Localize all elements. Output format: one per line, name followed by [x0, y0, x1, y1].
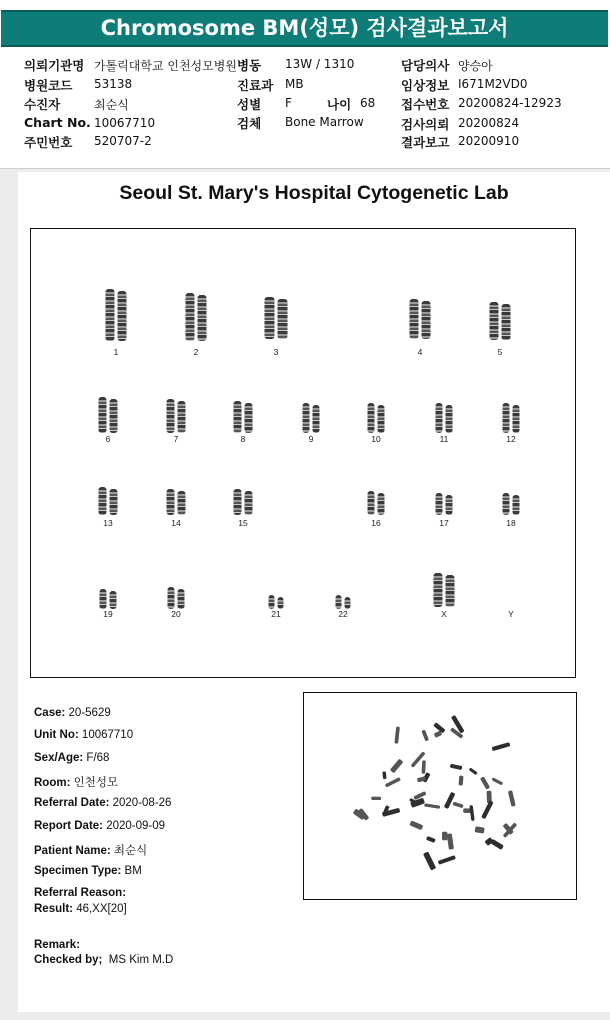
referral-reason-row: [34, 887, 126, 899]
chromatid: [502, 304, 511, 340]
checked-value: MS Kim M.D: [108, 954, 174, 966]
value-doctor: 양승아: [458, 59, 493, 73]
chromatid: [186, 293, 195, 341]
chromatid: [178, 491, 186, 515]
chromatid: [234, 489, 242, 515]
metaphase-chromosome: [422, 760, 426, 773]
label-receipt-no: 접수번호: [401, 97, 450, 112]
room-value: 인천성모: [73, 777, 119, 789]
unit-value: 10067710: [81, 729, 134, 741]
chromatid: [110, 399, 118, 433]
label-age: 나이: [327, 97, 352, 112]
chromatid: [345, 597, 351, 609]
metaphase-chromosome: [481, 800, 494, 819]
label-report-date: 결과보고: [401, 135, 450, 150]
metaphase-spread: [304, 693, 575, 898]
metaphase-spread-image: [303, 692, 577, 900]
metaphase-chromosome: [394, 726, 399, 743]
label-ward: 병동: [237, 58, 262, 73]
metaphase-chromosome: [409, 820, 423, 830]
sex-age-label: Sex/Age:: [34, 752, 84, 764]
metaphase-chromosome: [450, 764, 463, 770]
chromosome-pair-16: [368, 491, 385, 515]
chromosome-label: 21: [271, 609, 281, 619]
chromosome-pair-11: [436, 403, 453, 433]
metaphase-chromosome: [426, 836, 436, 843]
chromosome-label: 8: [240, 434, 246, 444]
label-request-date: 검사의뢰: [401, 117, 450, 132]
chromatid: [313, 405, 320, 433]
chromosome-pair-X: [434, 573, 455, 607]
label-department: 진료과: [237, 78, 274, 93]
value-institution: 가톨릭대학교 인천성모병원: [94, 59, 237, 73]
report-header: [0, 0, 610, 169]
chromosome-label: Y: [508, 609, 514, 619]
specimen-type-label: Specimen Type:: [34, 865, 122, 877]
chromatid: [118, 291, 127, 341]
metaphase-chromosome: [424, 803, 440, 809]
chromatid: [336, 595, 342, 609]
unit-row: [34, 729, 133, 741]
chromosome-pair-9: [303, 403, 320, 433]
chromosome-label: X: [441, 609, 447, 619]
chromatid: [278, 597, 284, 609]
label-clinical-info: 임상정보: [401, 78, 450, 93]
checked-label: Checked by;: [34, 954, 103, 966]
metaphase-chromosome: [480, 776, 490, 789]
specimen-type-row: [34, 865, 142, 877]
room-label: Room:: [34, 777, 71, 789]
label-chart-no: Chart No.: [24, 115, 91, 130]
chromatid: [503, 403, 510, 433]
chromatid: [446, 495, 453, 515]
chromatid: [446, 575, 455, 607]
chromatid: [378, 493, 385, 515]
chromosome-pair-10: [368, 403, 385, 433]
chromatid: [106, 289, 115, 341]
metaphase-chromosome: [385, 777, 401, 788]
value-patient: 최순식: [94, 98, 129, 112]
chromosome-label: 18: [506, 518, 516, 528]
case-row: [34, 707, 111, 719]
sex-age-value: F/68: [86, 752, 110, 764]
chromosome-pair-6: [99, 397, 118, 433]
chromosome-label: 2: [193, 347, 199, 357]
chromosome-pair-19: [100, 589, 117, 609]
specimen-type-value: BM: [124, 865, 142, 877]
chromosome-pair-21: [269, 595, 284, 609]
metaphase-chromosome: [382, 771, 386, 779]
chromosome-label: 13: [103, 518, 113, 528]
value-ward: 13W / 1310: [285, 57, 355, 71]
chromosome-pair-7: [167, 399, 186, 433]
chromatid: [368, 491, 375, 515]
chromosome-label: 9: [308, 434, 314, 444]
value-age: 68: [360, 96, 376, 110]
chromatid: [446, 405, 453, 433]
chromosome-pair-15: [234, 489, 253, 515]
chromosome-pair-14: [167, 489, 186, 515]
chromatid: [234, 401, 242, 433]
patient-name-row: [34, 842, 147, 858]
chromosome-pair-8: [234, 401, 253, 433]
referral-date-value: 2020-08-26: [112, 797, 172, 809]
chromatid: [303, 403, 310, 433]
cytogenetic-report: [18, 172, 610, 1012]
chromatid: [110, 489, 118, 515]
chromatid: [178, 589, 185, 609]
value-clinical-info: I671M2VD0: [458, 77, 528, 91]
result-label: Result:: [34, 903, 73, 915]
metaphase-chromosome: [475, 826, 485, 833]
chromosome-pair-2: [186, 293, 207, 341]
metaphase-chromosome: [371, 797, 381, 800]
metaphase-chromosome: [458, 776, 463, 786]
chromatid: [110, 591, 117, 609]
chromatid: [245, 403, 253, 433]
chromosome-label: 17: [439, 518, 449, 528]
chromatid: [198, 295, 207, 341]
chromosome-label: 14: [171, 518, 181, 528]
value-chart-no: 10067710: [94, 116, 156, 130]
label-sex: 성별: [237, 97, 262, 112]
report-date-row: [34, 820, 165, 832]
chromosome-pair-13: [99, 487, 118, 515]
chromatid: [168, 587, 175, 609]
chromosome-label: 10: [371, 434, 381, 444]
chromosome-pair-4: [410, 299, 431, 339]
result-value: 46,XX[20]: [76, 903, 127, 915]
chromatid: [167, 399, 175, 433]
sex-age-row: [34, 752, 109, 764]
value-resident-no: 520707-2: [94, 134, 152, 148]
remark-row: [34, 939, 80, 951]
label-hospital-code: 병원코드: [24, 78, 73, 93]
chromosome-label: 16: [371, 518, 381, 528]
value-sex: F: [285, 96, 292, 110]
chromatid: [368, 403, 375, 433]
case-label: Case:: [34, 707, 66, 719]
report-date-label: Report Date:: [34, 820, 104, 832]
metaphase-chromosome: [444, 792, 456, 809]
chromosome-pair-17: [436, 493, 453, 515]
chromosome-pair-1: [106, 289, 127, 341]
metaphase-chromosome: [453, 802, 464, 809]
label-institution: 의뢰기관명: [24, 58, 85, 73]
chromosome-pair-3: [265, 297, 288, 339]
metaphase-chromosome: [442, 832, 447, 841]
metaphase-chromosome: [390, 759, 404, 774]
metaphase-chromosome: [469, 767, 478, 775]
chromatid: [503, 493, 510, 515]
label-specimen: 검체: [237, 116, 262, 131]
value-specimen: Bone Marrow: [285, 115, 364, 129]
lab-title: Seoul St. Mary's Hospital Cytogenetic Lab: [119, 182, 509, 204]
label-doctor: 담당의사: [401, 58, 450, 73]
karyotype-panel: [30, 228, 576, 678]
chromatid: [410, 299, 419, 339]
chromatid: [422, 301, 431, 339]
value-receipt-no: 20200824-12923: [458, 96, 562, 110]
referral-date-label: Referral Date:: [34, 797, 110, 809]
case-value: 20-5629: [68, 707, 111, 719]
report-title: Chromosome BM(성모) 검사결과보고서: [1, 10, 608, 47]
chromatid: [99, 397, 107, 433]
value-request-date: 20200824: [458, 116, 520, 130]
chromosome-label: 7: [173, 434, 179, 444]
chromosome-label: 3: [273, 347, 279, 357]
value-hospital-code: 53138: [94, 77, 133, 91]
chromatid: [269, 595, 275, 609]
chromatid: [167, 489, 175, 515]
chromosome-label: 4: [417, 347, 423, 357]
chromatid: [436, 493, 443, 515]
chromatid: [178, 401, 186, 433]
chromosome-label: 22: [338, 609, 348, 619]
chromatid: [245, 491, 253, 515]
chromatid: [265, 297, 275, 339]
chromosome-label: 15: [238, 518, 248, 528]
metaphase-chromosome: [508, 790, 516, 806]
metaphase-chromosome: [484, 837, 493, 846]
chromosome-label: 12: [506, 434, 516, 444]
chromatid: [513, 405, 520, 433]
metaphase-chromosome: [492, 742, 511, 751]
chromosome-label: 11: [439, 434, 449, 444]
chromatid: [490, 302, 499, 340]
referral-reason-label: Referral Reason:: [34, 887, 127, 899]
chromosome-pair-22: [336, 595, 351, 609]
unit-label: Unit No:: [34, 729, 79, 741]
chromatid: [100, 589, 107, 609]
chromosome-pair-12: [503, 403, 520, 433]
metaphase-chromosome: [447, 833, 454, 849]
chromatid: [99, 487, 107, 515]
chromosome-pair-20: [168, 587, 185, 609]
referral-date-row: [34, 797, 171, 809]
chromosome-label: 20: [171, 609, 181, 619]
patient-name-value: 최순식: [113, 845, 148, 857]
report-date-value: 2020-09-09: [106, 820, 166, 832]
metaphase-chromosome: [491, 777, 503, 785]
metaphase-chromosome: [421, 730, 429, 742]
value-report-date: 20200910: [458, 134, 520, 148]
checked-row: [34, 954, 173, 966]
chromosome-pair-5: [490, 302, 511, 340]
chromatid: [434, 573, 443, 607]
patient-name-label: Patient Name:: [34, 845, 111, 857]
label-resident-no: 주민번호: [24, 135, 73, 150]
chromatid: [513, 495, 520, 515]
chromosome-label: 19: [103, 609, 113, 619]
room-row: [34, 774, 118, 790]
chromatid: [278, 299, 288, 339]
label-patient: 수진자: [24, 97, 61, 112]
metaphase-chromosome: [469, 805, 474, 821]
chromosome-pair-18: [503, 493, 520, 515]
chromatid: [436, 403, 443, 433]
chromosome-label: 5: [497, 347, 503, 357]
value-department: MB: [285, 77, 304, 91]
chromosome-label: 1: [113, 347, 119, 357]
result-row: [34, 903, 127, 915]
chromatid: [378, 405, 385, 433]
remark-label: Remark:: [34, 939, 81, 951]
metaphase-chromosome: [423, 851, 436, 870]
metaphase-chromosome: [438, 855, 456, 865]
chromosome-label: 6: [105, 434, 111, 444]
